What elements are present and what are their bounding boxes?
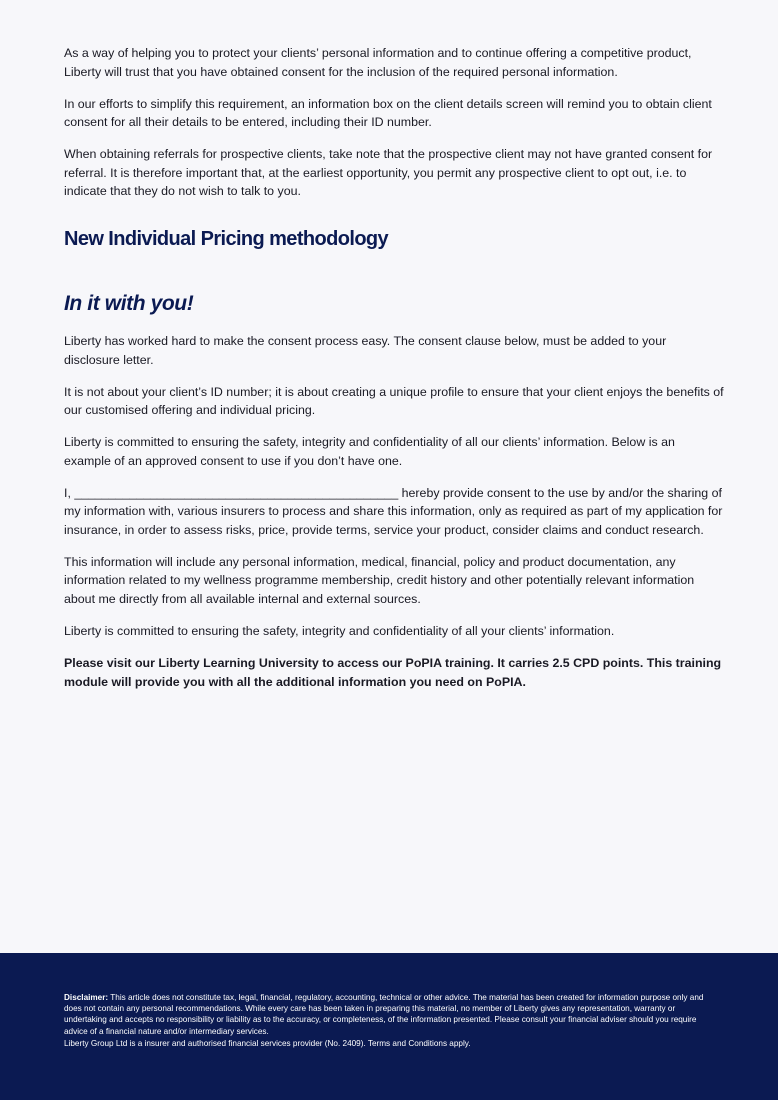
disclaimer [64, 992, 714, 1037]
disclaimer-label: Disclaimer: [64, 993, 109, 1002]
disclaimer-text: This article does not constitute tax, legal, financial, regulatory, accounting, technical or other advice. The material has been created for information purpose only and does not contain any personal recommendations. While every care has been taken in preparing this material, no member of Liberty gives any representation, warranty or undertaking and accepts no responsibility or liability as to the accuracy, or completeness, of the information presented. Please consult your financial adviser should you require advice of a financial nature and/or intermediary services. [64, 993, 704, 1036]
company-line: Liberty Group Ltd is a insurer and authorised financial services provider (No. 2409). Terms and Conditions apply. [64, 1038, 471, 1048]
footer-text [64, 992, 714, 1049]
paragraph-consent-clause: I, _______________________________________________ hereby provide consent to the use by and/or the sharing of my information with, various insurers to process and share this information, only as required as part of my application for insurance, in order to assess risks, price, provide terms, service your product, consider claims and conduct research. [64, 485, 723, 537]
section-heading: New Individual Pricing methodology [64, 227, 389, 250]
footer [0, 953, 778, 1100]
paragraph-consent-process: Liberty has worked hard to make the consent process easy. The consent clause below, must be added to your disclosure letter. [64, 333, 667, 367]
paragraph-unique-profile: It is not about your client’s ID number; it is about creating a unique profile to ensure that your client enjoys the benefits of our customised offering and individual pricing. [64, 384, 724, 418]
section-subheading: In it with you! [64, 291, 194, 315]
paragraph-information-scope: This information will include any personal information, medical, financial, policy and product documentation, any information related to my wellness programme membership, credit history and other potentially relevant information about me directly from all available internal and external sources. [64, 554, 695, 607]
paragraph-referrals: When obtaining referrals for prospective clients, take note that the prospective client may not have granted consent for referral. It is therefore important that, at the earliest opportunity, you permit any prospective client to opt out, i.e. to indicate that they do not wish to talk to you. [64, 147, 713, 199]
paragraph-safety-commitment: Liberty is committed to ensuring the safety, integrity and confidentiality of all our clients’ information. Below is an example of an approved consent to use if you don’t have one. [64, 435, 675, 468]
paragraph-training-callout: Please visit our Liberty Learning University to access our PoPIA training. It carries 2.5 CPD points. This training module will provide you with all the additional information you need on PoPIA. [64, 656, 722, 689]
paragraph-consent-trust: As a way of helping you to protect your clients’ personal information and to continue offering a competitive product, Liberty will trust that you have obtained consent for the inclusion of the required personal information. [64, 46, 692, 79]
paragraph-confidentiality: Liberty is committed to ensuring the safety, integrity and confidentiality of all your clients’ information. [64, 624, 615, 639]
paragraph-information-box: In our efforts to simplify this requirement, an information box on the client details screen will remind you to obtain client consent for all their details to be entered, including their ID number. [64, 96, 712, 130]
document-body [64, 44, 724, 705]
